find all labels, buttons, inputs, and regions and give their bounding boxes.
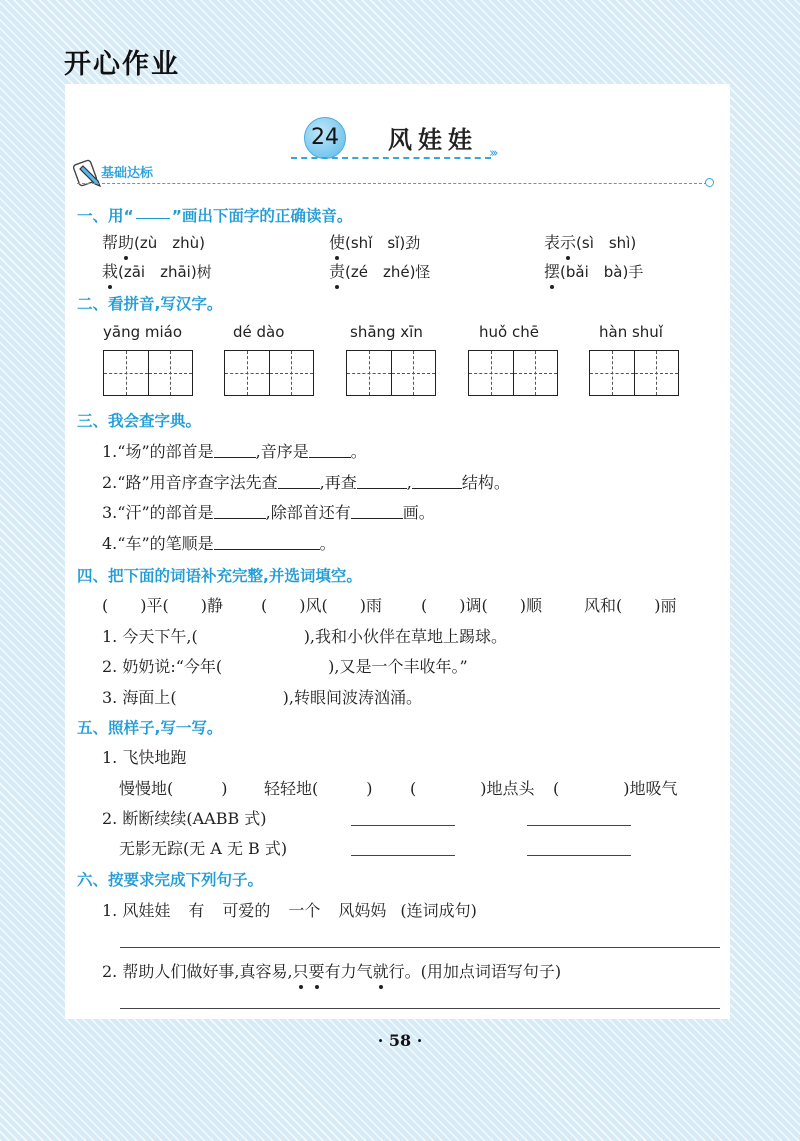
writing-grid[interactable]: [346, 350, 436, 396]
sentence-task: 1. 风娃娃 有 可爱的 一个 风妈妈 (连词成句): [102, 901, 477, 920]
writing-grid[interactable]: [468, 350, 558, 396]
page-number: · 58 ·: [377, 1031, 423, 1050]
brand-title: 开心作业: [64, 49, 180, 80]
answer-blank[interactable]: [357, 474, 407, 489]
pinyin-prompt: hàn shuǐ: [599, 323, 663, 341]
worksheet: [65, 84, 730, 1019]
section-6-heading: 六、按要求完成下列句子。: [77, 871, 264, 889]
idiom-item: ( )风( )雨: [261, 596, 382, 615]
section-4-heading: 四、把下面的词语补充完整,并选词填空。: [77, 567, 362, 585]
sentence-task: 2. 帮助人们做好事,真容易,只要有力气就行。(用加点词语写句子): [102, 959, 561, 982]
writing-grid[interactable]: [103, 350, 193, 396]
underline-sample: [136, 218, 170, 219]
pronunciation-item: 表示(sì shì): [544, 230, 636, 253]
answer-line[interactable]: [351, 825, 455, 826]
pronunciation-item: 责(zé zhé)怪: [329, 259, 430, 282]
idiom-item: 风和( )丽: [584, 596, 677, 615]
pattern-item: 无影无踪(无 A 无 B 式): [119, 839, 288, 858]
answer-blank[interactable]: [412, 474, 462, 489]
chevrons-icon: ›››: [489, 146, 496, 161]
idiom-item: ( )调( )顺: [421, 596, 542, 615]
dictionary-item: 3.“汗”的部首是 ,除部首还有 画。: [102, 503, 435, 522]
fill-sentence: 3. 海面上( ),转眼间波涛汹涌。: [102, 688, 422, 707]
answer-blank[interactable]: [214, 504, 266, 519]
answer-line[interactable]: [120, 1008, 720, 1009]
imitate-item: ( )地点头: [410, 779, 535, 798]
example-item: 1. 飞快地跑: [102, 748, 187, 767]
imitate-item: 轻轻地( ): [264, 779, 373, 798]
dictionary-item: 4.“车”的笔顺是 。: [102, 534, 336, 553]
writing-grid[interactable]: [589, 350, 679, 396]
answer-line[interactable]: [527, 855, 631, 856]
pinyin-prompt: yāng miáo: [103, 323, 183, 341]
section-5-heading: 五、照样子,写一写。: [77, 719, 223, 737]
fill-sentence: 2. 奶奶说:“今年( ),又是一个丰收年。”: [102, 657, 468, 676]
pronunciation-item: 摆(bǎi bà)手: [544, 259, 643, 282]
imitate-item: ( )地吸气: [553, 779, 678, 798]
pinyin-prompt: dé dào: [233, 323, 285, 341]
pronunciation-item: 帮助(zù zhù): [102, 230, 205, 253]
writing-grid[interactable]: [224, 350, 314, 396]
pinyin-prompt: huǒ chē: [479, 323, 539, 341]
answer-blank[interactable]: [278, 474, 320, 489]
pinyin-prompt: shāng xīn: [350, 323, 423, 341]
imitate-item: 慢慢地( ): [119, 779, 228, 798]
divider-end-dot: [705, 178, 714, 187]
answer-line[interactable]: [351, 855, 455, 856]
section-3-heading: 三、我会查字典。: [77, 412, 202, 430]
answer-line[interactable]: [527, 825, 631, 826]
dictionary-item: 1.“场”的部首是 ,音序是 。: [102, 442, 367, 461]
answer-blank[interactable]: [214, 535, 320, 550]
answer-blank[interactable]: [309, 443, 351, 458]
pronunciation-item: 栽(zāi zhāi)树: [102, 259, 212, 282]
level-divider: [77, 183, 707, 184]
idiom-item: ( )平( )静: [102, 596, 223, 615]
title-underline: [291, 157, 491, 159]
section-1-heading: 一、用“ ”画出下面字的正确读音。: [77, 207, 353, 225]
dictionary-item: 2.“路”用音序查字法先查 ,再查 , 结构。: [102, 473, 510, 492]
answer-blank[interactable]: [351, 504, 403, 519]
answer-blank[interactable]: [214, 443, 256, 458]
lesson-title: 风娃娃: [388, 126, 478, 154]
level-label: 基础达标: [101, 166, 154, 181]
lesson-number-badge: 24: [304, 117, 346, 159]
pattern-item: 2. 断断续续(AABB 式): [102, 809, 267, 828]
pronunciation-item: 使(shǐ sǐ)劲: [329, 230, 420, 253]
fill-sentence: 1. 今天下午,( ),我和小伙伴在草地上踢球。: [102, 627, 508, 646]
answer-line[interactable]: [120, 947, 720, 948]
section-2-heading: 二、看拼音,写汉字。: [77, 295, 223, 313]
